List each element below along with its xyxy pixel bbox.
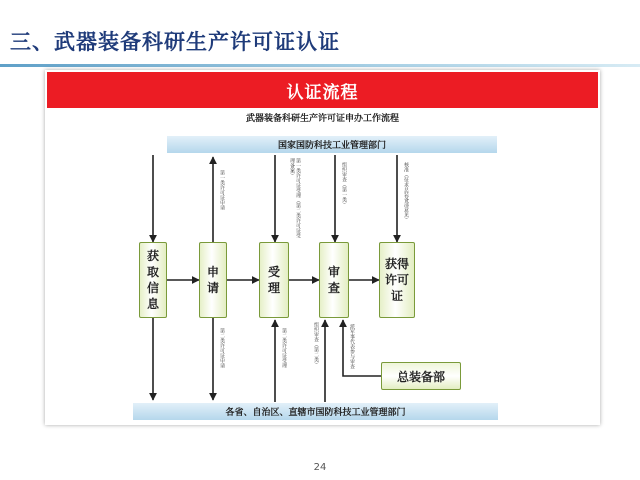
note-first-class-accept: 第一类许可证受理（第二类许可证受理备案） xyxy=(289,158,301,238)
node-apply-label: 申请 xyxy=(206,265,219,295)
top-authority-band: 国家国防科技工业管理部门 xyxy=(167,136,497,153)
note-review-second: 组织审查（第二类） xyxy=(313,322,319,367)
note-first-class-apply: 第一类许可证申请 xyxy=(219,170,225,210)
node-accept xyxy=(259,242,289,318)
note-review-first: 组织审查（第一类） xyxy=(341,162,347,207)
node-get-info xyxy=(139,242,167,318)
zongzhuangbei-box: 总装备部 xyxy=(381,362,461,390)
note-military-rep: 派军事代表参与审查 xyxy=(349,324,355,369)
bottom-authority-band: 各省、自治区、直辖市国防科技工业管理部门 xyxy=(133,403,498,420)
title-rule xyxy=(0,64,640,67)
slide-title: 三、武器装备科研生产许可证认证 xyxy=(10,30,340,54)
note-second-class-accept: 第二类许可证受理 xyxy=(281,328,287,368)
node-review-label: 审查 xyxy=(327,265,340,295)
note-second-class-apply: 第二类许可证申请 xyxy=(219,328,225,368)
node-review xyxy=(319,242,349,318)
node-accept-label: 受理 xyxy=(267,265,280,295)
node-get-license-label: 获得许可证 xyxy=(384,257,409,303)
node-get-info-label: 获取信息 xyxy=(146,249,159,311)
flow-subtitle: 武器装备科研生产许可证申办工作流程 xyxy=(245,114,399,124)
node-get-license xyxy=(379,242,415,318)
note-approve: 核准（征求总装备部意见） xyxy=(403,162,409,222)
flow-banner: 认证流程 xyxy=(47,72,598,108)
flowchart-frame xyxy=(45,70,600,425)
page-number: 24 xyxy=(313,462,327,473)
node-apply xyxy=(199,242,227,318)
